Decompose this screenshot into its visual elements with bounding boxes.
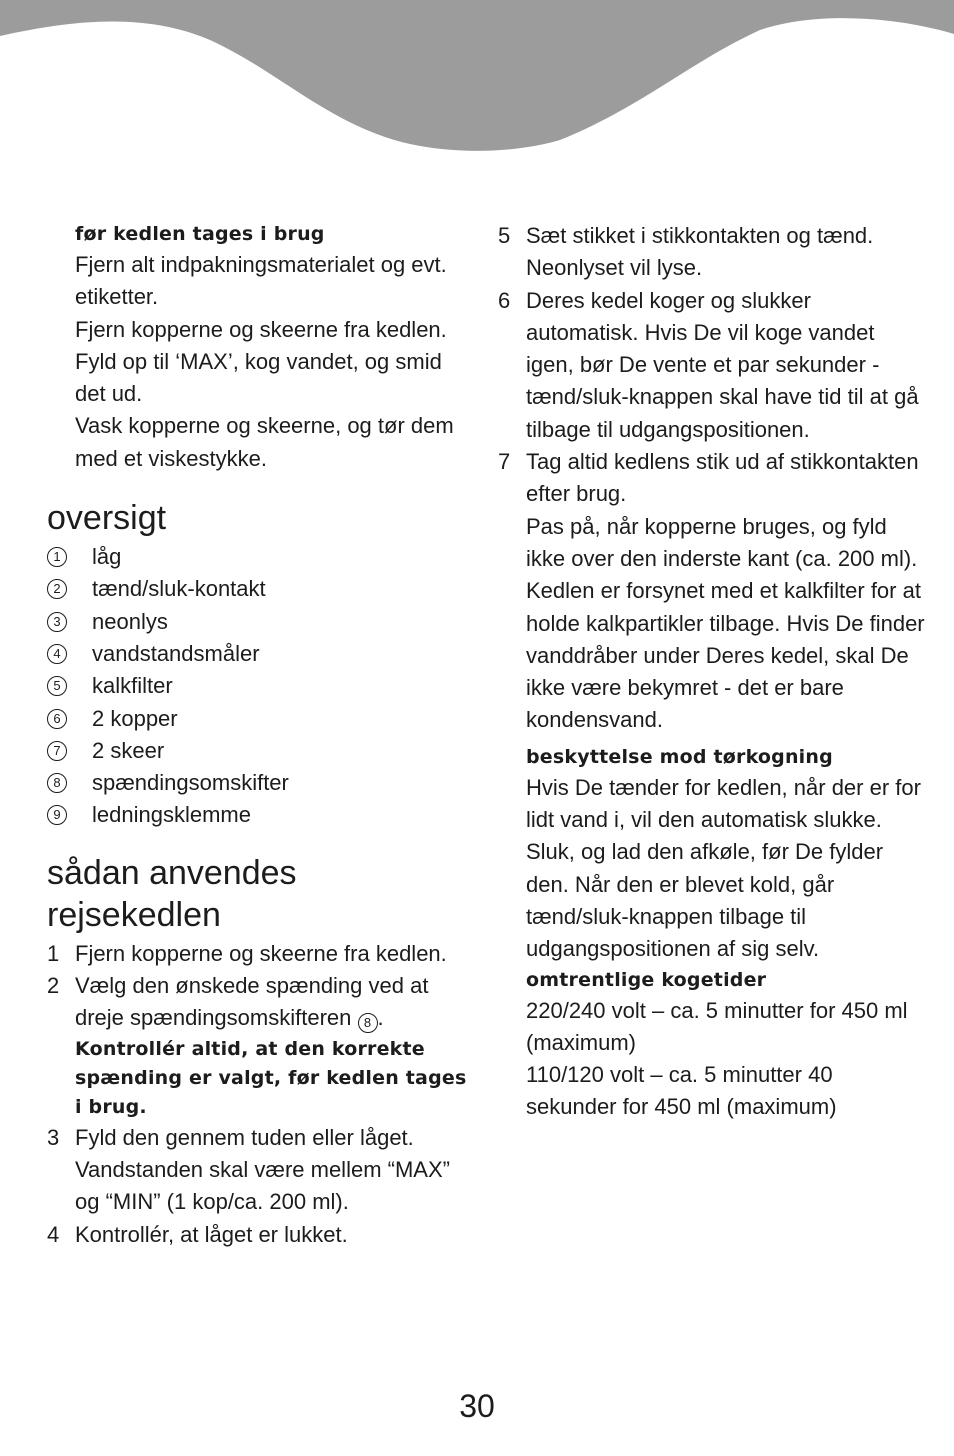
- usage-heading-line-2: rejsekedlen: [47, 895, 221, 934]
- overview-item: [47, 799, 467, 831]
- overview-item-label: ledningsklemme: [92, 802, 251, 828]
- right-column: [498, 220, 928, 1124]
- step-text: Sæt stikket i stikkontakten og tænd. Neonlyset vil lyse.: [526, 223, 874, 281]
- step-item: [498, 446, 928, 511]
- step-number: 6: [498, 287, 511, 313]
- step-text: Fyld den gennem tuden eller låget. Vandstanden skal være mellem “MAX” og “MIN” (1 kop/ca. 200 ml).: [75, 1124, 450, 1215]
- overview-item-label: tænd/sluk-kontakt: [92, 576, 266, 602]
- boil-times-heading: omtrentlige kogetider: [526, 968, 767, 991]
- overview-item-label: låg: [92, 544, 122, 570]
- number-circle-icon: 1: [47, 547, 67, 567]
- before-use-line-1: Fjern alt indpakningsmaterialet og evt. etiketter.: [75, 252, 447, 310]
- dry-boil-text: Hvis De tænder for kedlen, når der er for lidt vand i, vil den automatisk slukke. Sluk, og lad den afkøle, før De fylder den. Når den er blevet kold, går tænd/sluk-knappen tilbage til udgangspositionen af sig selv.: [526, 774, 921, 962]
- before-use-heading: før kedlen tages i brug: [75, 223, 325, 245]
- overview-item-label: neonlys: [92, 608, 168, 634]
- step-number: 4: [47, 1221, 60, 1247]
- step-number: 3: [47, 1124, 60, 1150]
- step-text: Tag altid kedlens stik ud af stikkontakten efter brug.: [526, 449, 919, 507]
- overview-item: [47, 573, 467, 605]
- usage-heading: [47, 852, 467, 936]
- dry-boil-heading: beskyttelse mod tørkogning: [526, 745, 833, 768]
- overview-item: [47, 767, 467, 799]
- overview-item-label: 2 skeer: [92, 737, 165, 763]
- overview-item-label: vandstandsmåler: [92, 640, 260, 666]
- step-item: [47, 970, 467, 1122]
- step-item: [498, 220, 928, 285]
- overview-item: [47, 638, 467, 670]
- number-circle-icon: 8: [47, 773, 67, 793]
- overview-item: [47, 606, 467, 638]
- usage-notes: [498, 511, 928, 1124]
- page-number: 30: [459, 1388, 495, 1424]
- step-item: [47, 938, 467, 970]
- number-circle-icon: 6: [47, 709, 67, 729]
- header-wave-graphic: [0, 0, 954, 160]
- before-use-line-4: Vask kopperne og skeerne, og tør dem med et viskestykke.: [75, 413, 454, 471]
- step-number: 7: [498, 449, 511, 475]
- number-circle-icon: 9: [47, 805, 67, 825]
- step-text: Deres kedel koger og slukker automatisk. Hvis De vil koge vandet igen, bør De vente et par sekunder - tænd/sluk-knappen skal have tid til at gå tilbage til udgangspositionen.: [526, 287, 919, 442]
- usage-heading-line-1: sådan anvendes: [47, 853, 297, 892]
- step-item: [47, 1219, 467, 1251]
- step-text-end: .: [377, 1005, 384, 1031]
- number-circle-icon: 7: [47, 741, 67, 761]
- step-item: [47, 1122, 467, 1219]
- overview-item: [47, 703, 467, 735]
- voltage-warning: Kontrollér altid, at den korrekte spænding er valgt, før kedlen tages i brug.: [75, 1037, 467, 1118]
- step-text: Vælg den ønskede spænding ved at dreje spændingsomskifteren: [75, 973, 429, 1031]
- overview-item-label: 2 kopper: [92, 705, 178, 731]
- step-item: [498, 285, 928, 446]
- overview-list: [47, 541, 467, 832]
- overview-item: [47, 541, 467, 573]
- usage-steps-left: [47, 938, 467, 1251]
- overview-item-label: spændingsomskifter: [92, 770, 289, 796]
- step-number: 5: [498, 223, 511, 248]
- before-use-line-3: Fyld op til ‘MAX’, kog vandet, og smid det ud.: [75, 348, 442, 407]
- before-use-section: [47, 220, 467, 475]
- number-circle-icon: 5: [47, 676, 67, 696]
- step-text: Fjern kopperne og skeerne fra kedlen.: [75, 940, 447, 966]
- step-body: [75, 970, 467, 1122]
- number-circle-icon: 2: [47, 579, 67, 599]
- usage-note: Kedlen er forsynet med et kalkfilter for at holde kalkpartikler tilbage. Hvis De finder vanddråber under Deres kedel, skal De ikke være bekymret - det er bare kondensvand.: [526, 578, 925, 733]
- left-column: [47, 220, 467, 1251]
- boil-times-line-2: 110/120 volt – ca. 5 minutter 40 sekunder for 450 ml (maximum): [526, 1062, 837, 1120]
- number-circle-icon: 3: [47, 612, 67, 632]
- usage-note: Pas på, når kopperne bruges, og fyld ikke over den inderste kant (ca. 200 ml).: [526, 513, 918, 571]
- before-use-line-2: Fjern kopperne og skeerne fra kedlen.: [75, 316, 447, 342]
- overview-heading: oversigt: [47, 499, 167, 538]
- boil-times-line-1: 220/240 volt – ca. 5 minutter for 450 ml (maximum): [526, 997, 908, 1055]
- number-circle-icon: 8: [358, 1013, 378, 1033]
- overview-item-label: kalkfilter: [92, 673, 173, 699]
- overview-item: [47, 670, 467, 702]
- number-circle-icon: 4: [47, 644, 67, 664]
- step-number: 2: [47, 973, 60, 999]
- step-text: Kontrollér, at låget er lukket.: [75, 1221, 348, 1247]
- header-wave-shape: [0, 0, 954, 151]
- overview-item: [47, 735, 467, 767]
- step-number: 1: [47, 940, 60, 966]
